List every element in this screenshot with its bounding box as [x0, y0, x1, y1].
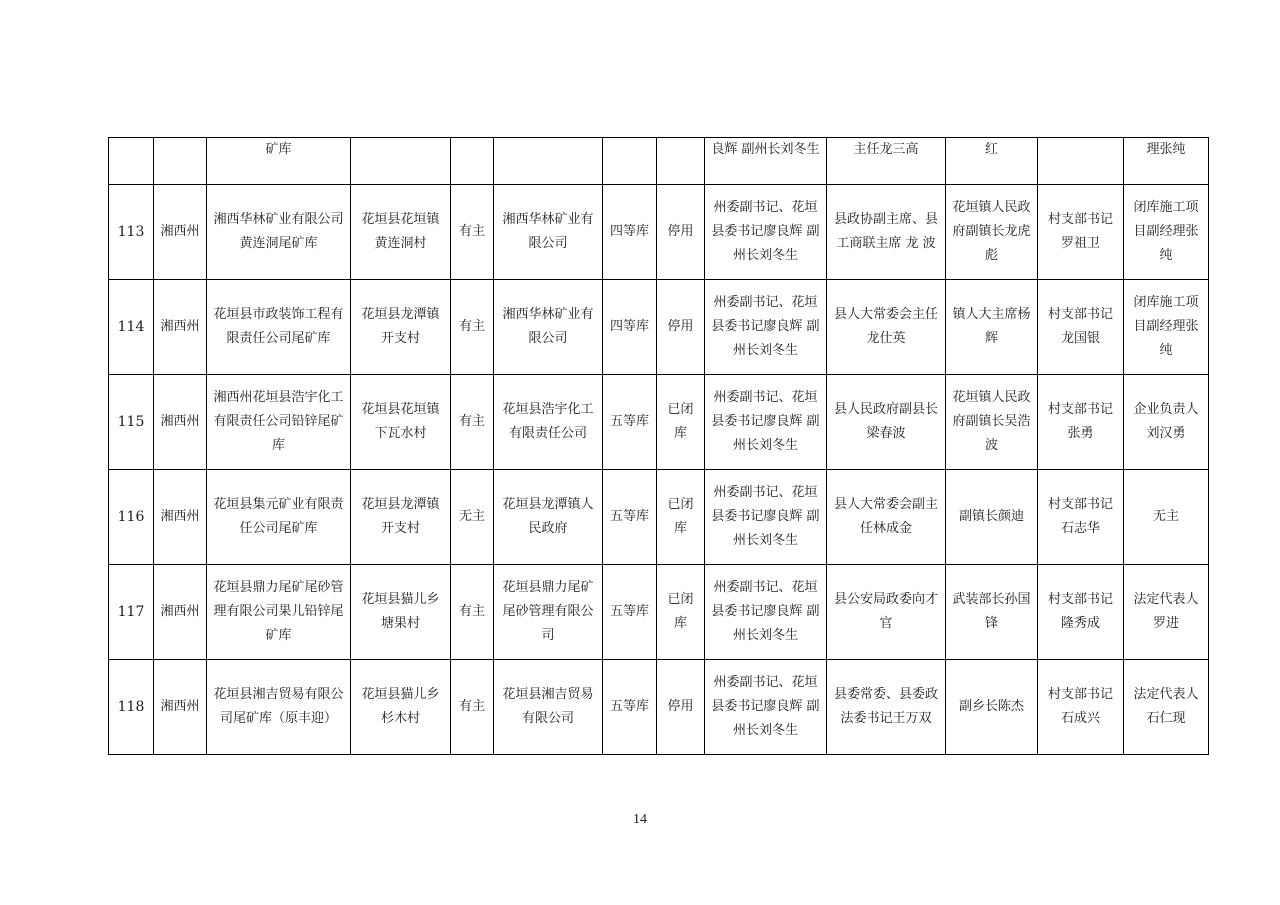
table-row — [109, 280, 1209, 375]
cell-region: 湘西州 — [154, 185, 207, 280]
cell-no: 117 — [109, 565, 154, 660]
cell-company: 花垣县浩宇化工有限责任公司 — [494, 375, 603, 470]
cell-county-leader: 州委副书记、花垣县委书记廖良辉 副州长刘冬生 — [705, 375, 827, 470]
cell-village-level: 村支部书记石志华 — [1038, 470, 1124, 565]
cell-no: 115 — [109, 375, 154, 470]
cell-village-level: 村支部书记龙国银 — [1038, 280, 1124, 375]
cell-county-level: 主任龙三高 — [827, 138, 946, 185]
cell-enterprise: 企业负责人刘汉勇 — [1124, 375, 1209, 470]
cell-company: 湘西华林矿业有限公司 — [494, 185, 603, 280]
cell-grade — [603, 138, 657, 185]
cell-grade: 五等库 — [603, 470, 657, 565]
cell-county-level: 县人民政府副县长梁春波 — [827, 375, 946, 470]
cell-company: 花垣县龙潭镇人民政府 — [494, 470, 603, 565]
table-row — [109, 470, 1209, 565]
cell-town-level: 副镇长颜迪 — [946, 470, 1038, 565]
page-number: 14 — [633, 812, 647, 827]
cell-town-level: 红 — [946, 138, 1038, 185]
cell-no: 118 — [109, 660, 154, 755]
cell-status: 已闭库 — [657, 470, 705, 565]
cell-dam-name: 花垣县市政装饰工程有限责任公司尾矿库 — [207, 280, 351, 375]
cell-enterprise: 无主 — [1124, 470, 1209, 565]
cell-dam-name: 花垣县鼎力尾矿尾砂管理有限公司果儿铅锌尾矿库 — [207, 565, 351, 660]
cell-company: 花垣县湘吉贸易有限公司 — [494, 660, 603, 755]
cell-owner-status: 有主 — [451, 660, 494, 755]
cell-county-level: 县政协副主席、县工商联主席 龙 波 — [827, 185, 946, 280]
cell-region: 湘西州 — [154, 375, 207, 470]
cell-dam-name: 花垣县集元矿业有限责任公司尾矿库 — [207, 470, 351, 565]
cell-county-leader: 州委副书记、花垣县委书记廖良辉 副州长刘冬生 — [705, 565, 827, 660]
cell-county-level: 县公安局政委向才官 — [827, 565, 946, 660]
cell-no: 116 — [109, 470, 154, 565]
cell-grade: 四等库 — [603, 280, 657, 375]
cell-county-leader: 州委副书记、花垣县委书记廖良辉 副州长刘冬生 — [705, 470, 827, 565]
table-row — [109, 660, 1209, 755]
cell-owner-status: 有主 — [451, 565, 494, 660]
cell-village-level — [1038, 138, 1124, 185]
cell-enterprise: 法定代表人石仁现 — [1124, 660, 1209, 755]
cell-dam-name: 湘西州花垣县浩宇化工有限责任公司铅锌尾矿库 — [207, 375, 351, 470]
table-row — [109, 375, 1209, 470]
cell-village-level: 村支部书记张勇 — [1038, 375, 1124, 470]
cell-grade: 五等库 — [603, 375, 657, 470]
cell-village-level: 村支部书记罗祖卫 — [1038, 185, 1124, 280]
table-row — [109, 185, 1209, 280]
cell-dam-name: 湘西华林矿业有限公司黄连洞尾矿库 — [207, 185, 351, 280]
cell-no: 113 — [109, 185, 154, 280]
cell-no — [109, 138, 154, 185]
cell-town-level: 花垣镇人民政府副镇长吴浩波 — [946, 375, 1038, 470]
cell-village-level: 村支部书记隆秀成 — [1038, 565, 1124, 660]
cell-location: 花垣县花垣镇黄连洞村 — [351, 185, 451, 280]
cell-owner-status — [451, 138, 494, 185]
cell-county-leader: 良辉 副州长刘冬生 — [705, 138, 827, 185]
cell-grade: 五等库 — [603, 660, 657, 755]
cell-enterprise: 理张纯 — [1124, 138, 1209, 185]
cell-enterprise: 闭库施工项目副经理张纯 — [1124, 185, 1209, 280]
cell-dam-name: 矿库 — [207, 138, 351, 185]
cell-region — [154, 138, 207, 185]
cell-company — [494, 138, 603, 185]
cell-dam-name: 花垣县湘吉贸易有限公司尾矿库（原丰迎） — [207, 660, 351, 755]
cell-enterprise: 法定代表人罗进 — [1124, 565, 1209, 660]
cell-owner-status: 有主 — [451, 375, 494, 470]
cell-location — [351, 138, 451, 185]
cell-location: 花垣县龙潭镇开支村 — [351, 280, 451, 375]
cell-enterprise: 闭库施工项目副经理张纯 — [1124, 280, 1209, 375]
cell-status: 停用 — [657, 280, 705, 375]
cell-owner-status: 有主 — [451, 185, 494, 280]
cell-county-leader: 州委副书记、花垣县委书记廖良辉 副州长刘冬生 — [705, 660, 827, 755]
cell-no: 114 — [109, 280, 154, 375]
cell-county-level: 县人大常委会副主任林成金 — [827, 470, 946, 565]
cell-village-level: 村支部书记石成兴 — [1038, 660, 1124, 755]
cell-county-level: 县人大常委会主任龙仕英 — [827, 280, 946, 375]
cell-town-level: 副乡长陈杰 — [946, 660, 1038, 755]
cell-county-leader: 州委副书记、花垣县委书记廖良辉 副州长刘冬生 — [705, 185, 827, 280]
cell-location: 花垣县猫儿乡塘果村 — [351, 565, 451, 660]
cell-town-level: 武装部长孙国锋 — [946, 565, 1038, 660]
cell-location: 花垣县花垣镇下瓦水村 — [351, 375, 451, 470]
cell-region: 湘西州 — [154, 565, 207, 660]
cell-town-level: 镇人大主席杨 辉 — [946, 280, 1038, 375]
cell-grade: 五等库 — [603, 565, 657, 660]
cell-status: 停用 — [657, 660, 705, 755]
cell-status: 已闭库 — [657, 565, 705, 660]
table-row-continued — [109, 138, 1209, 185]
cell-status: 已闭库 — [657, 375, 705, 470]
cell-company: 湘西华林矿业有限公司 — [494, 280, 603, 375]
cell-region: 湘西州 — [154, 280, 207, 375]
cell-owner-status: 有主 — [451, 280, 494, 375]
tailings-dam-table — [108, 137, 1209, 755]
cell-owner-status: 无主 — [451, 470, 494, 565]
table-row — [109, 565, 1209, 660]
cell-county-level: 县委常委、县委政法委书记王万双 — [827, 660, 946, 755]
cell-location: 花垣县猫儿乡杉木村 — [351, 660, 451, 755]
cell-status — [657, 138, 705, 185]
cell-town-level: 花垣镇人民政府副镇长龙虎彪 — [946, 185, 1038, 280]
cell-location: 花垣县龙潭镇开支村 — [351, 470, 451, 565]
cell-status: 停用 — [657, 185, 705, 280]
cell-county-leader: 州委副书记、花垣县委书记廖良辉 副州长刘冬生 — [705, 280, 827, 375]
cell-region: 湘西州 — [154, 470, 207, 565]
cell-region: 湘西州 — [154, 660, 207, 755]
cell-company: 花垣县鼎力尾矿尾砂管理有限公司 — [494, 565, 603, 660]
cell-grade: 四等库 — [603, 185, 657, 280]
